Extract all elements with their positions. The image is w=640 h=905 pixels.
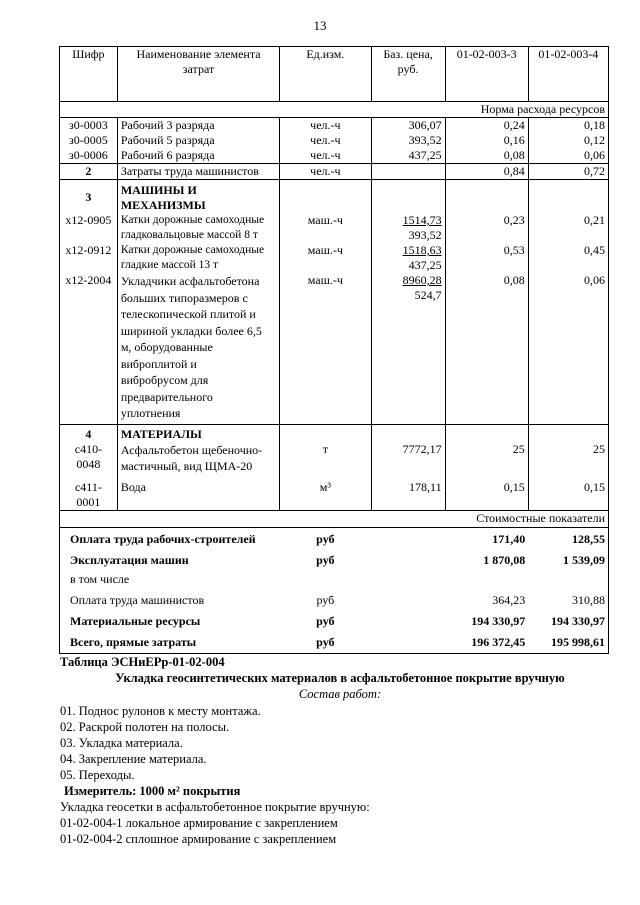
section-heading-row: 4 МАТЕРИАЛЫ: [60, 424, 609, 442]
section-row: [60, 510, 609, 527]
description: Укладка геосетки в асфальтобетонное покрытие вручную:: [60, 800, 370, 814]
table-subtitle: Укладка геосинтетических материалов в асфальтобетонное покрытие вручную Состав работ:: [60, 670, 620, 702]
list-item: 03. Укладка материала.: [60, 736, 183, 750]
table-row: з0-0003 Рабочий 3 разряда чел.-ч 306,07 0,24 0,18: [60, 118, 609, 134]
list-item: 01. Поднос рулонов к месту монтажа.: [60, 704, 261, 718]
cost-row: Эксплуатация машин руб 1 870,08 1 539,09: [60, 549, 609, 570]
page-number: 13: [313, 18, 327, 33]
list-item: 01-02-004-2 сплошное армирование с закреплением: [60, 832, 337, 846]
meter-line: Измеритель: 1000 м² покрытия: [64, 784, 241, 798]
list-item: 02. Раскрой полотен на полосы.: [60, 720, 230, 734]
table-row: з0-0005 Рабочий 5 разряда чел.-ч 393,52 0,16 0,12: [60, 133, 609, 148]
header-unit: Ед.изм.: [280, 47, 371, 102]
list-item: 01-02-004-1 локальное армирование с закреплением: [60, 816, 338, 830]
table-row: 2 Затраты труда машинистов чел.-ч 0,84 0,72: [60, 164, 609, 180]
section-norma: Норма расхода ресурсов: [60, 102, 609, 118]
table-header: [60, 47, 609, 102]
cost-row: Материальные ресурсы руб 194 330,97 194 330,97: [60, 610, 609, 631]
header-col5: 01-02-003-3: [445, 47, 528, 102]
cost-row: в том числе: [60, 570, 609, 589]
table-row: с411-0001 Вода м³ 178,11 0,15 0,15: [60, 474, 609, 511]
table-row: х12-2004 Укладчики асфальтобетона больших типоразмеров с телескопической плитой и шириной укладки более 6,5 м, оборудованные виброплитой и вибробрусом для предварительного уплотнения маш.-ч 8960,28 524,7 0,08 0,06: [60, 273, 609, 424]
cost-row: Оплата труда рабочих-строителей руб 171,40 128,55: [60, 527, 609, 549]
table-row: х12-0912 Катки дорожные самоходные гладкие массой 13 т маш.-ч 1518,63 437,25 0,53 0,45: [60, 243, 609, 273]
section-cost: Стоимостные показатели: [60, 510, 609, 527]
table-row: х12-0905 Катки дорожные самоходные гладковальцовые массой 8 т маш.-ч 1514,73 393,52 0,23 0,21: [60, 213, 609, 243]
resource-table: [59, 46, 609, 654]
section-row: [60, 102, 609, 118]
header-code: Шифр: [60, 47, 118, 102]
work-steps-list: [60, 703, 620, 847]
header-price: Баз. цена, руб.: [371, 47, 445, 102]
header-name: Наименование элемента затрат: [117, 47, 279, 102]
header-col6: 01-02-003-4: [528, 47, 608, 102]
composition-heading: Состав работ:: [298, 687, 382, 701]
list-item: 05. Переходы.: [60, 768, 135, 782]
cost-row: Оплата труда машинистов руб 364,23 310,88: [60, 589, 609, 610]
section-heading-row: 3 МАШИНЫ И МЕХАНИЗМЫ: [60, 180, 609, 214]
table-row: с410-0048 Асфальтобетон щебеночно- мастичный, вид ЩМА-20 т 7772,17 25 25: [60, 442, 609, 474]
cost-row: Всего, прямые затраты руб 196 372,45 195 998,61: [60, 631, 609, 654]
table-row: з0-0006 Рабочий 6 разряда чел.-ч 437,25 0,08 0,06: [60, 148, 609, 164]
table-title: Таблица ЭСНиЕРр-01-02-004: [60, 655, 225, 669]
list-item: 04. Закрепление материала.: [60, 752, 207, 766]
